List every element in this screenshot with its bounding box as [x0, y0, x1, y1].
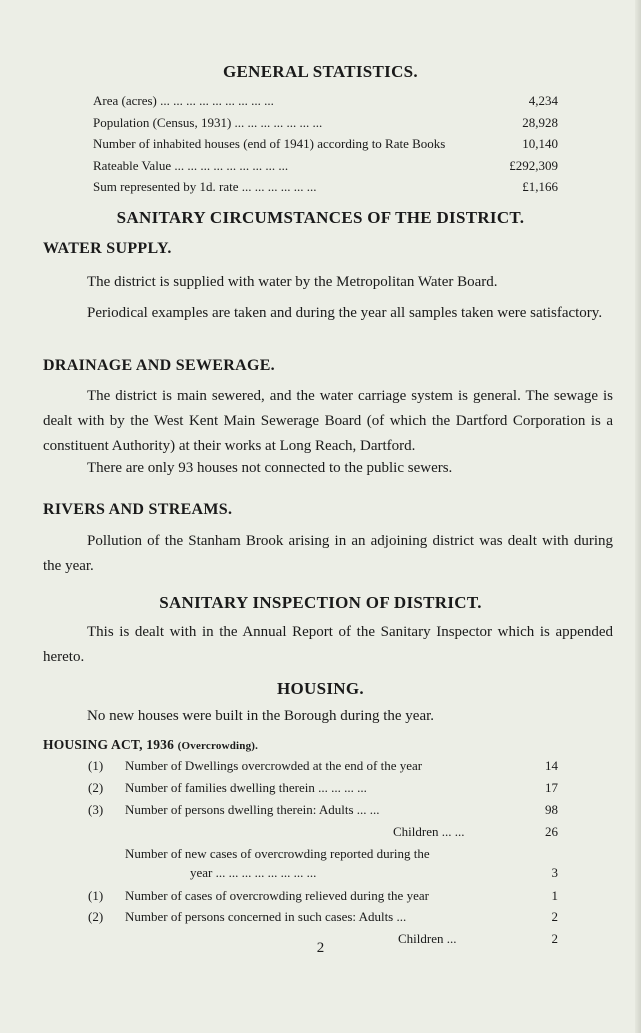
- housing-act-title: [43, 737, 258, 753]
- row-number: (1): [88, 758, 104, 773]
- general-statistics-heading: GENERAL STATISTICS.: [223, 62, 418, 81]
- row-value: 14: [545, 758, 558, 773]
- water-supply-paragraph-1: [43, 270, 613, 295]
- rivers-heading: RIVERS AND STREAMS.: [43, 501, 233, 518]
- paragraph-text: There are only 93 houses not connected to the public sewers.: [87, 460, 453, 476]
- row-value: 98: [545, 802, 558, 817]
- paragraph-text: The district is main sewered, and the water carriage system is general. The sewage is dealt with by the West Kent Main Sewerage Board (of which the Dartford Corporation is a constituent Authority) at their works at Long Reach, Dartford.: [43, 388, 613, 454]
- row-text: Children ...: [398, 931, 457, 946]
- row-value: 26: [545, 824, 558, 839]
- sanitary-inspection-heading: SANITARY INSPECTION OF DISTRICT.: [159, 593, 482, 612]
- row-value: 3: [551, 865, 558, 880]
- row-number: (1): [88, 888, 104, 903]
- row-text: Number of cases of overcrowding relieved during the year: [125, 888, 429, 903]
- housing-act-subtitle: (Overcrowding).: [177, 740, 259, 752]
- row-text: Number of new cases of overcrowding reported during the: [125, 846, 430, 861]
- page-number: 2: [316, 940, 325, 956]
- stat-label: Area (acres) ... ... ... ... ... ... ... ... ...: [93, 93, 274, 108]
- stat-value: £292,309: [509, 157, 558, 173]
- inspection-paragraph-1: [43, 620, 613, 670]
- housing-heading: HOUSING.: [277, 679, 364, 698]
- housing-paragraph-1: [43, 704, 613, 729]
- row-text: Number of families dwelling therein ... ... ... ...: [125, 780, 367, 795]
- stat-row: [93, 90, 558, 112]
- stat-row: [93, 155, 558, 177]
- page-edge-shadow: [635, 0, 641, 1033]
- water-supply-heading: WATER SUPPLY.: [43, 240, 172, 257]
- drainage-paragraph-2: [43, 456, 613, 481]
- row-number: (2): [88, 909, 104, 924]
- stat-row: [93, 112, 558, 134]
- stat-row: [93, 133, 558, 155]
- stat-value: £1,166: [522, 179, 558, 194]
- row-text: Number of Dwellings overcrowded at the end of the year: [125, 758, 423, 773]
- stat-row: [93, 176, 558, 198]
- stat-label: Population (Census, 1931) ... ... ... ... ... ... ...: [93, 114, 323, 130]
- paragraph-text: This is dealt with in the Annual Report of the Sanitary Inspector which is appended hereto.: [43, 624, 613, 665]
- stat-value: 10,140: [522, 136, 558, 151]
- row-text: year ... ... ... ... ... ... ... ...: [190, 865, 317, 880]
- sanitary-circumstances-heading: SANITARY CIRCUMSTANCES OF THE DISTRICT.: [116, 208, 525, 227]
- row-number: (3): [88, 802, 104, 817]
- housing-act-name: HOUSING ACT, 1936: [43, 737, 175, 752]
- water-supply-paragraph-2: [43, 301, 613, 326]
- row-number: (2): [88, 780, 104, 795]
- row-value: 2: [551, 931, 558, 946]
- paragraph-text: No new houses were built in the Borough during the year.: [87, 708, 435, 724]
- row-value: 1: [551, 888, 558, 903]
- stat-label: Sum represented by 1d. rate ... ... ... ... ... ...: [93, 179, 317, 194]
- drainage-heading: DRAINAGE AND SEWERAGE.: [43, 357, 275, 374]
- rivers-paragraph-1: [43, 529, 613, 579]
- stat-label: Number of inhabited houses (end of 1941) according to Rate Books: [93, 136, 446, 151]
- paragraph-text: The district is supplied with water by the Metropolitan Water Board.: [87, 274, 498, 290]
- paragraph-text: Pollution of the Stanham Brook arising in an adjoining district was dealt with during the year.: [43, 533, 613, 574]
- general-statistics-table: [93, 90, 558, 198]
- drainage-paragraph-1: [43, 384, 613, 459]
- row-text: Children ... ...: [393, 824, 465, 839]
- stat-value: 28,928: [522, 114, 558, 130]
- row-value: 2: [551, 909, 558, 924]
- stat-value: 4,234: [528, 93, 558, 108]
- row-text: Number of persons concerned in such cases: Adults ...: [125, 909, 407, 924]
- stat-label: Rateable Value ... ... ... ... ... ... ... ... ...: [93, 157, 289, 173]
- row-text: Number of persons dwelling therein: Adults ... ...: [125, 802, 380, 817]
- row-value: 17: [545, 780, 558, 795]
- paragraph-text: Periodical examples are taken and during the year all samples taken were satisfactory.: [87, 305, 603, 321]
